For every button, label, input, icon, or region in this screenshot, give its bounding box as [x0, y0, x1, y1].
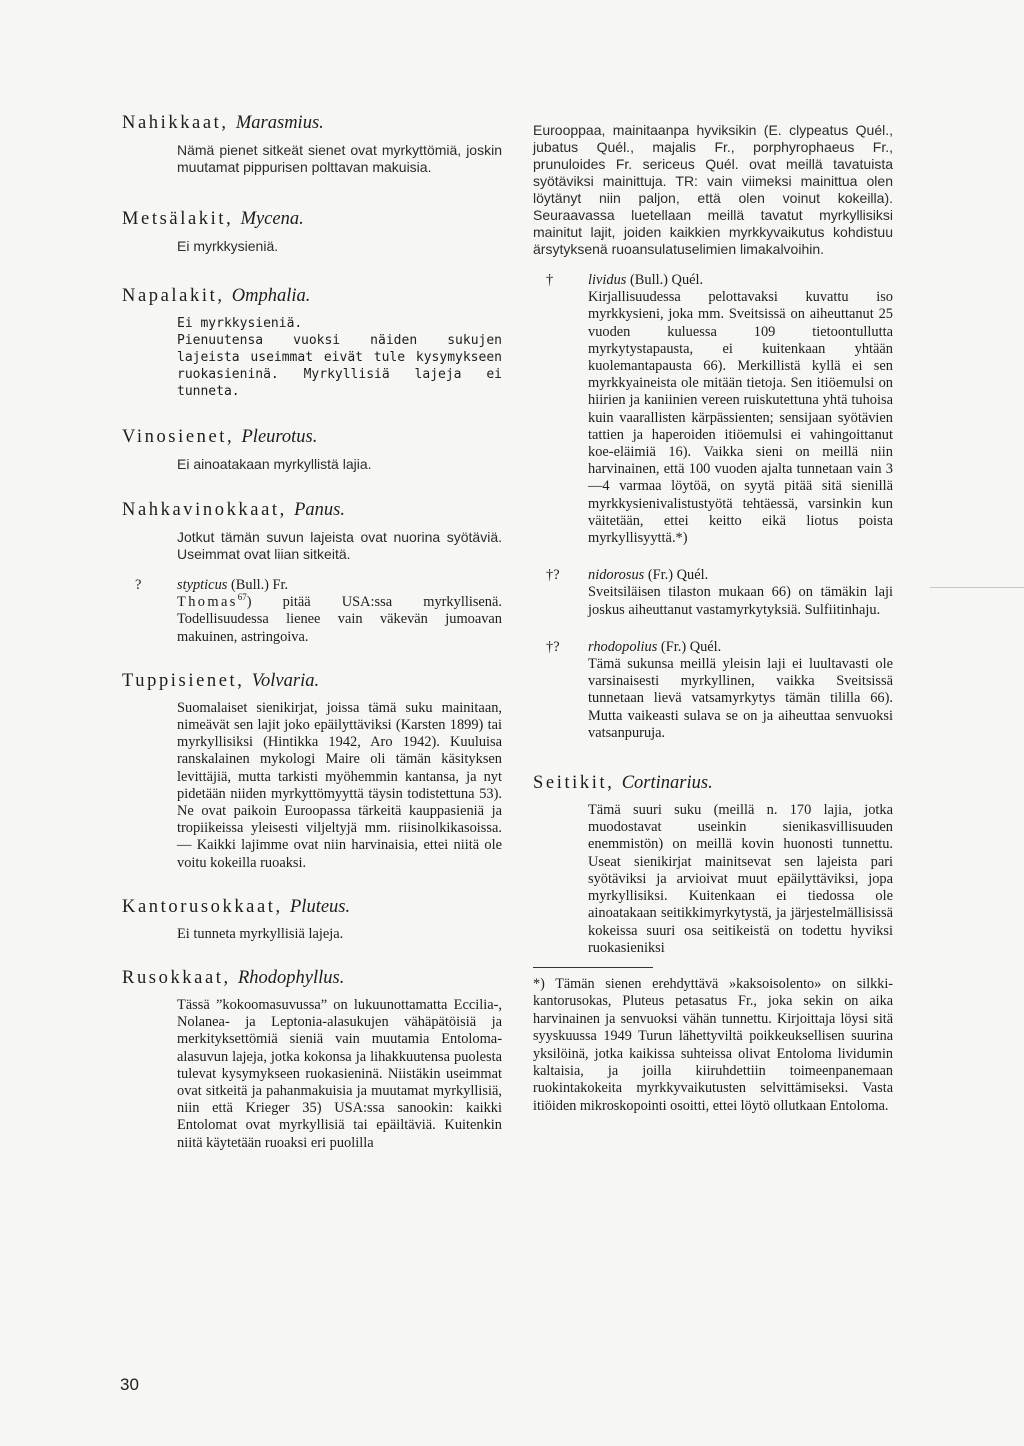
section-volvaria [122, 670, 502, 872]
genus-name: Nahikkaat, [122, 113, 229, 133]
section-text [588, 802, 893, 957]
species-name: rhodopolius [588, 638, 658, 655]
section-text [177, 238, 502, 255]
paragraph: Tässä ”kokoomasuvussa” on lukuunottamatta Eccilia-, Nolanea- ja Leptonia-alasukujen vähäpätöisiä ja merkityksettömiä sieniä vain muutamia Entoloma-alasuvun lajeja, jotka kokonsa ja lihakkuutensa puolesta tulevat kysymykseen ruokasieninä. Niistäkin useimmat ovat sitkeitä ja pahanmakuisia ja muutamat myrkyllisiä, niin että Krieger 35) USA:ssa sanookin: kaikki Entolomat ovat myrkyllisiä tai epäiltäviä. Kuitenkin niitä käytetään ruoaksi eri puolilla [177, 997, 502, 1151]
entry-text: Sveitsiläisen tilaston mukaan 66) on tämäkin laji joskus aiheuttanut vastamyrkytyksiä. Sulfiitinhaju. [588, 584, 893, 618]
section-text [177, 700, 502, 872]
entry-mark: ? [135, 577, 142, 593]
section-text [177, 456, 502, 473]
species-entry-lividus [546, 272, 893, 547]
entry-mark: †? [546, 567, 560, 584]
paragraph: Ei myrkkysieniä. [177, 316, 303, 331]
entry-mark: †? [546, 638, 560, 655]
paragraph: Nämä pienet sitkeät sienet ovat myrkyttömiä, joskin muutamat pippurisen polttavan makuisia. [177, 142, 502, 175]
entry-text: ) pitää USA:ssa myrkyllisenä. Todellisuudessa lienee vain väkevän jumoavan makuinen, astringoiva. [177, 594, 502, 645]
section-heading [122, 670, 502, 692]
latin-name: Marasmius. [235, 113, 324, 133]
species-entry [135, 577, 502, 646]
section-heading [122, 112, 502, 134]
section-heading [122, 426, 502, 448]
species-name: lividus [588, 272, 627, 288]
species-author: (Fr.) Quél. [647, 567, 709, 584]
species-entry-rhodopolius [546, 638, 893, 742]
section-cortinarius [533, 772, 893, 957]
paragraph: Ei tunneta myrkyllisiä lajeja. [177, 925, 344, 942]
latin-name: Panus. [294, 500, 345, 520]
species-author: (Fr.) Quél. [660, 638, 722, 655]
right-column [533, 122, 893, 1115]
species-author: (Bull.) Quél. [629, 272, 704, 288]
paragraph: Pienuutensa vuoksi näiden sukujen lajeista useimmat eivät tule kysymykseen ruokasieninä. Myrkyllisiä lajeja ei tunneta. [177, 333, 502, 399]
genus-name: Rusokkaat, [122, 968, 231, 989]
latin-name: Volvaria. [251, 670, 320, 691]
section-mycena [122, 208, 502, 255]
entry-text: Tämä sukunsa meillä yleisin laji ei luultavasti ole varsinaisesti myrkyllinen, vaikka Sveitsissä tunnetaan lievä vatsamyrkytys tämän tililla 66). Mutta vaikeasti sulava se on ja aiheuttaa senvuoksi vatsanpuruja. [588, 656, 893, 741]
reference-number: 67 [237, 592, 247, 603]
section-text [177, 926, 502, 943]
section-pleurotus [122, 426, 502, 473]
genus-name: Tuppisienet, [122, 670, 245, 691]
latin-name: Cortinarius. [621, 773, 713, 794]
section-text [177, 529, 502, 563]
latin-name: Pluteus. [290, 896, 351, 917]
section-heading [122, 208, 502, 230]
section-text [177, 142, 502, 176]
paragraph: Jotkut tämän suvun lajeista ovat nuorina syötäviä. Useimmat ovat liian sitkeitä. [177, 529, 502, 562]
paragraph: Eurooppaa, mainitaanpa hyviksikin (E. clypeatus Quél., jubatus Quél., majalis Fr., porphyrophaeus Fr., prunuloides Fr. sericeus Quél. ovat meillä tavatuista syötäviksi mainittuja. TR: vain viimeksi mainittua olen löytänyt niin paljon, että olen voinut kokeilla). Seuraavassa luetellaan meillä tavatut myrkyllisiksi mainitut lajit, joiden kaikkien myrkkyvaikutus kohdistuu ärsytyksenä ruoansulatuselimien limakalvoihin. [533, 122, 893, 257]
latin-name: Mycena. [240, 209, 304, 229]
paragraph: Tämä suuri suku (meillä n. 170 lajia, jotka muodostavat useinkin sienikasvillisuuden enemmistön) on meillä kovin huonosti tunnettu. Useat sienikirjat mainitsevat sen lajeista pari syötäviksi ja arvioivat muut epäilyttäviksi, jopa myrkyllisiksi. Kuitenkaan ei tiedossa ole ainoatakaan seitikkimyrkytystä, ja järjestelmällisissä kokeissa suuri osa seitikeistä on todettu hyviksi ruokasieniksi [588, 802, 893, 956]
page-number: 30 [120, 1375, 139, 1394]
section-heading [122, 285, 502, 307]
genus-name: Kantorusokkaat, [122, 896, 283, 917]
genus-name: Napalakit, [122, 286, 225, 306]
section-text [177, 315, 502, 400]
latin-name: Omphalia. [231, 286, 311, 306]
paragraph: Ei ainoatakaan myrkyllistä lajia. [177, 456, 372, 472]
footnote-divider [533, 967, 653, 968]
paragraph: Ei myrkkysieniä. [177, 238, 279, 254]
section-rhodophyllus [122, 967, 502, 1152]
cited-author: Thomas [177, 594, 238, 611]
section-text [177, 997, 502, 1152]
latin-name: Rhodophyllus. [237, 968, 345, 989]
genus-name: Nahkavinokkaat, [122, 500, 287, 520]
section-marasmius [122, 112, 502, 176]
entry-text: Kirjallisuudessa pelottavaksi kuvattu iso myrkkysieni, joka mm. Sveitsissä on aiheuttanut 25 vuoden kuluessa 109 tietoontullutta myrkytystapausta, ei kuitenkaan yhtään kuolemantapausta 66). Merkillistä kyllä ei sen myrkkyaineista ole mitään tietoja. Sen itiöemulsi on hiirien ja kaniinien vereen ruiskutettuna yhtä tuhoisa kuin vaarallisten kärpässienten; sensijaan syötävien tattien ja haperoiden itiöemulsi ei vahingoittanut koe-eläimiä 16). Vaikka sieni on meillä niin harvinainen, että 100 vuoden ajalta tunnetaan vain 3—4 varmaa löytöä, on syytä pitää sitä sienillä myrkkysienivalistustyötä tehtäessä, varsinkin kun väitetään, ettei keitto eikä liotus poista myrkyllisyyttä.*) [588, 289, 893, 547]
genus-name: Metsälakit, [122, 209, 234, 229]
species-entry-nidorosus [546, 567, 893, 619]
section-pluteus [122, 896, 502, 943]
latin-name: Pleurotus. [241, 427, 318, 447]
scan-edge-line [930, 587, 1024, 588]
left-column [122, 112, 502, 1152]
section-heading [533, 772, 893, 794]
paragraph: Suomalaiset sienikirjat, joissa tämä suku mainitaan, nimeävät sen lajit joko epäilyttäviksi (Karsten 1899) tai myrkyllisiksi (Hintikka 1942, Aro 1942). Kuuluisa ranskalainen mykologi Maire oli tämän käsityksen levittäjiä, mutta tarkisti myöhemmin kantansa, ja nyt pidetään niiden myrkyttömyyttä täysin todistettuna 53). Ne ovat paikoin Euroopassa tärkeitä kauppasieniä ja tropiikeissa yleisesti viljeltyjä mm. riisinolkikasoissa. — Kaikki lajimme ovat niin harvinaisia, ettei niitä ole voitu kokeilla ruoaksi. [177, 699, 502, 871]
section-panus [122, 499, 502, 646]
genus-name: Seitikit, [533, 773, 615, 794]
genus-name: Vinosienet, [122, 427, 235, 447]
species-name: nidorosus [588, 567, 645, 584]
section-heading [122, 499, 502, 521]
footnote: *) Tämän sienen erehdyttävä »kaksoisolento» on silkki-kantorusokas, Pluteus petasatus Fr., joka sekin on aika harvinainen ja senvuoksi vähän tunnettu. Kirjoittaja löysi sitä syyskuussa 1949 Turun lähettyviltä poikkeuksellisen suurina yksilöinä, jotka kaikissa suhteissa olivat Entoloma lividumin kaltaisia, ja joilla kiiruhdettiin toimeenpanemaan ruokintakokeita myrkkyvaikutusten selvittämiseksi. Vasta itiöiden mikroskopointi osoitti, ettei löytö ollutkaan Entoloma. [533, 975, 893, 1114]
species-author: (Bull.) Fr. [230, 577, 289, 593]
section-heading [122, 896, 502, 918]
section-omphalia [122, 285, 502, 400]
intro-paragraph [533, 122, 893, 258]
entry-mark: † [546, 272, 554, 288]
species-name: stypticus [177, 577, 228, 593]
section-heading [122, 967, 502, 989]
